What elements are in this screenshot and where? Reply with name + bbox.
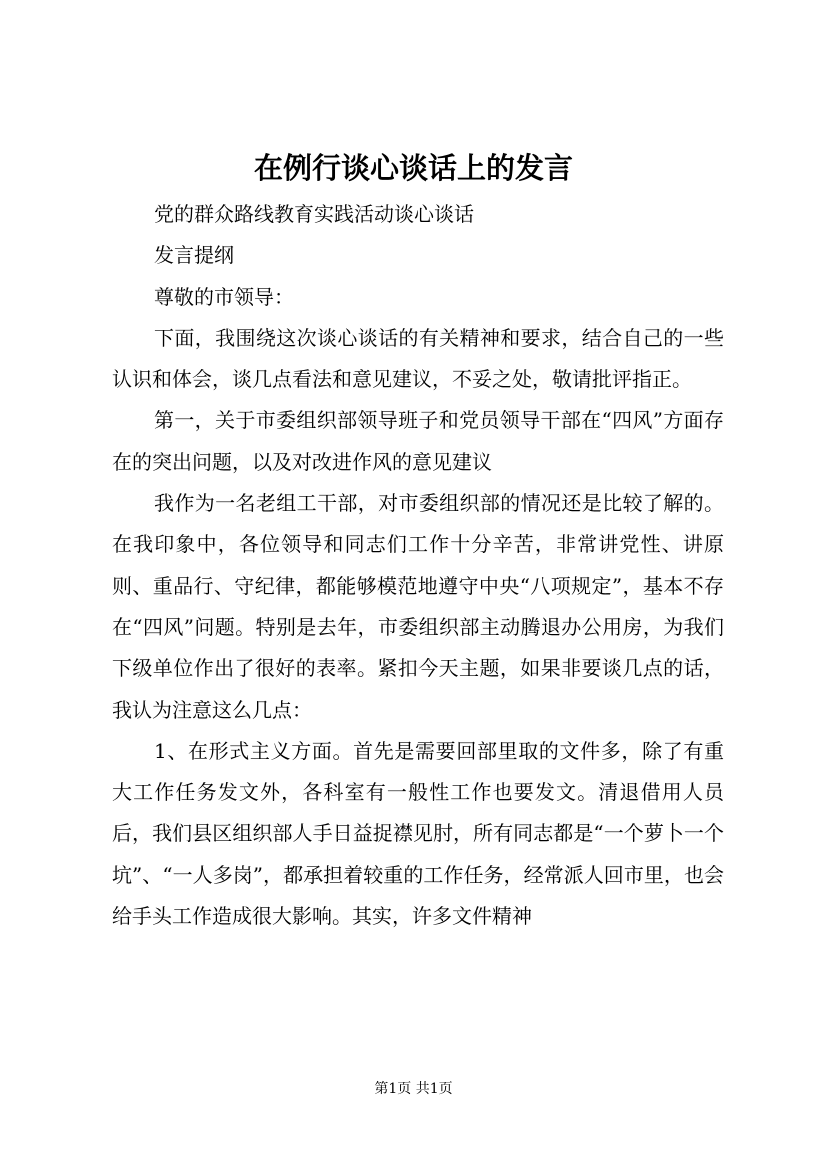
subtitle-line-1: 党的群众路线教育实践活动谈心谈话 xyxy=(154,202,474,226)
body-paragraph-formalism: 1、在形式主义方面。首先是需要回部里取的文件多，除了有重大工作任务发文外，各科室有一般性工作也要发文。清退借用人员后，我们县区组织部人手日益捉襟见肘，所有同志都是“一个萝卜一个坑”、“一人多岗”，都承担着较重的工作任务，经常派人回市里，也会给手头工作造成很大影响。其实，许多文件精神 xyxy=(112,738,724,929)
document-body xyxy=(112,194,724,937)
intro-paragraph: 下面，我围绕这次谈心谈话的有关精神和要求，结合自己的一些认识和体会，谈几点看法和意见建议，不妥之处，敬请批评指正。 xyxy=(112,325,724,392)
section-heading-first: 第一，关于市委组织部领导班子和党员领导干部在“四风”方面存在的突出问题，以及对改进作风的意见建议 xyxy=(112,408,724,474)
body-paragraph: 我作为一名老组工干部，对市委组织部的情况还是比较了解的。在我印象中，各位领导和同志们工作十分辛苦，非常讲党性、讲原则、重品行、守纪律，都能够模范地遵守中央“八项规定”，基本不存在“四风”问题。特别是去年，市委组织部主动腾退办公用房，为我们下级单位作出了很好的表率。紧扣今天主题，如果非要谈几点的话，我认为注意这么几点： xyxy=(112,491,724,722)
page-footer: 第1页 共1页 xyxy=(374,1081,453,1097)
salutation: 尊敬的市领导： xyxy=(154,284,294,309)
subtitle-line-2: 发言提纲 xyxy=(154,243,234,268)
document-title: 在例行谈心谈话上的发言 xyxy=(253,151,573,185)
